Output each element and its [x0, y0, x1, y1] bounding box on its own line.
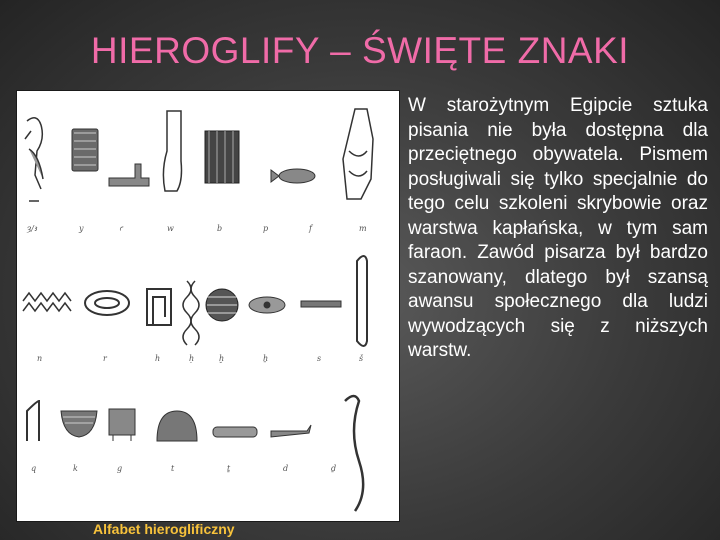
svg-text:r: r: [103, 354, 107, 363]
svg-text:š: š: [359, 354, 364, 363]
glyph-hand-icon: [271, 425, 311, 437]
glyph-twisted-flax-icon: [183, 281, 199, 345]
svg-text:b: b: [217, 224, 223, 233]
svg-text:t: t: [171, 464, 175, 473]
glyph-owl-icon: [343, 109, 373, 199]
svg-text:ḥ: ḥ: [189, 354, 195, 363]
glyph-placenta-icon: [206, 289, 238, 321]
slide-title: HIEROGLIFY – ŚWIĘTE ZNAKI: [90, 30, 630, 71]
svg-text:p: p: [263, 224, 269, 233]
svg-text:m: m: [359, 224, 367, 233]
svg-text:ẖ: ẖ: [263, 354, 269, 363]
svg-text:k: k: [73, 464, 78, 473]
glyph-horned-viper-icon: [271, 169, 315, 183]
svg-text:f: f: [309, 224, 312, 233]
glyph-arm-icon: [109, 164, 149, 186]
svg-text:n: n: [37, 354, 43, 363]
image-caption: Alfabet hieroglificzny: [93, 521, 235, 537]
svg-text:ȝ/ꜣ: ȝ/ꜣ: [27, 224, 37, 233]
glyph-labels-row-2: [37, 354, 364, 363]
svg-text:q: q: [31, 464, 37, 473]
glyph-tethering-rope-icon: [213, 427, 257, 437]
glyph-reed-shelter-icon: [147, 289, 171, 325]
glyph-bread-loaf-icon: [157, 411, 197, 441]
svg-text:g: g: [117, 464, 123, 473]
glyph-pool-icon: [357, 256, 367, 346]
hieroglyph-alphabet-image: [16, 90, 400, 522]
svg-text:ṯ: ṯ: [227, 464, 231, 473]
hieroglyph-chart: [17, 91, 399, 521]
svg-text:d: d: [283, 464, 289, 473]
svg-text:h: h: [155, 354, 161, 363]
glyph-labels-row-3: [31, 464, 336, 473]
glyph-labels-row-1: [26, 224, 367, 233]
glyph-cobra-icon: [345, 396, 363, 511]
svg-text:ꜥ: ꜥ: [119, 224, 123, 233]
glyph-basket-icon: [61, 411, 97, 437]
glyph-animal-belly-icon: [249, 297, 285, 313]
svg-text:ḫ: ḫ: [219, 354, 225, 363]
glyph-vulture-icon: [25, 118, 43, 201]
glyph-quail-icon: [163, 111, 181, 191]
svg-text:w: w: [167, 224, 174, 233]
svg-text:s: s: [317, 354, 322, 363]
glyph-mouth-icon: [85, 291, 129, 315]
glyph-hill-slope-icon: [27, 401, 39, 441]
glyph-water-ripple-icon: [23, 293, 71, 311]
body-paragraph: W starożytnym Egipcie sztuka pisania nie była dostępna dla przeciętnego obywatela. Pismem posługiwali się tylko specjalnie do tego celu szkoleni skrybowie oraz warstwa kapłańska, w tym sam faraon. Zawód pisarza był bardzo szanowany, dlatego był szansą awansu społecznego dla ludzi wywodzących się z niższych warstw.: [408, 95, 708, 361]
svg-text:y: y: [79, 224, 84, 233]
svg-text:ḏ: ḏ: [331, 464, 337, 473]
glyph-foot-icon: [205, 131, 239, 183]
glyph-bolt-icon: [301, 301, 341, 307]
glyph-reed-leaf-icon: [72, 129, 98, 171]
glyph-jar-stand-icon: [109, 409, 135, 441]
